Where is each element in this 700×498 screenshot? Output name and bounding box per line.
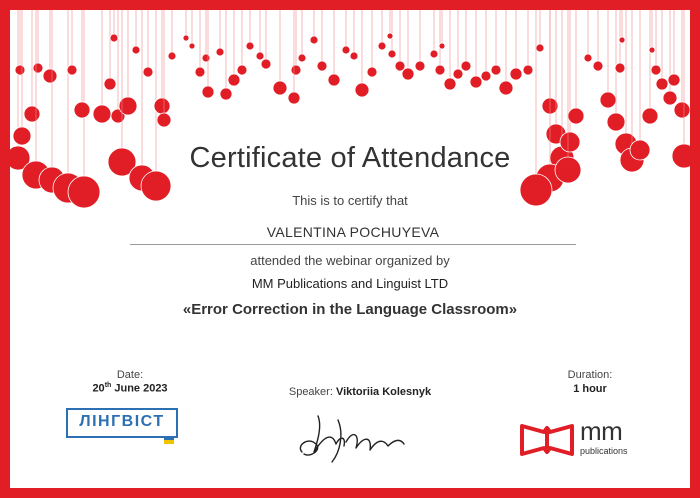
ornament-ball (298, 54, 306, 62)
ornament-ball (237, 65, 247, 75)
ornament-ball (649, 47, 655, 53)
ornament-ball (388, 50, 396, 58)
lingvist-logo (66, 408, 184, 444)
ornament-ball (607, 113, 625, 131)
ornament-ball (350, 52, 358, 60)
speaker-line (210, 386, 510, 398)
ornament-ball (523, 65, 533, 75)
ornament-ball (430, 50, 438, 58)
ornament-ball (143, 67, 153, 77)
duration-value: 1 hour (573, 383, 607, 395)
ornament-ball (470, 76, 482, 88)
ornament-ball (453, 69, 463, 79)
ornament-ball (568, 108, 584, 124)
ornament-ball (668, 74, 680, 86)
ornament-ball (228, 74, 240, 86)
ornament-ball (378, 42, 386, 50)
ornament-ball (317, 61, 327, 71)
speaker-label: Speaker: (288, 386, 333, 398)
ornament-ball (310, 36, 318, 44)
flag-icon (164, 437, 174, 444)
ornament-ball (43, 69, 57, 83)
ornament-ball (216, 48, 224, 56)
organizer-name: MM Publications and Linguist LTD (251, 276, 449, 291)
ornament-ball (261, 59, 271, 69)
ornament-ball (584, 54, 592, 62)
attended-line: attended the webinar organized by (250, 253, 450, 268)
ornament-ball (183, 35, 189, 41)
ornament-ball (499, 81, 513, 95)
ornament-ball (132, 46, 140, 54)
mm-logo-subtext: publications (580, 446, 628, 456)
ornament-ball (291, 65, 301, 75)
date-suffix: th (104, 382, 112, 389)
ornament-ball (93, 105, 111, 123)
mm-publications-logo (518, 418, 648, 468)
ornament-ball (651, 65, 661, 75)
ornament-ball (15, 65, 25, 75)
ornament-ball (273, 81, 287, 95)
ornament-ball (439, 43, 445, 49)
ornament-ball (491, 65, 501, 75)
ornament-ball (600, 92, 616, 108)
date-value (60, 382, 200, 395)
webinar-title: «Error Correction in the Language Classroom» (182, 301, 518, 318)
open-book-icon (518, 418, 576, 458)
ornament-ball (435, 65, 445, 75)
ornament-ball (168, 52, 176, 60)
ornament-ball (157, 113, 171, 127)
ornament-ball (510, 68, 522, 80)
ornament-ball (461, 61, 471, 71)
ornament-ball (619, 37, 625, 43)
ornament-ball (67, 65, 77, 75)
ornament-ball (189, 43, 195, 49)
ornament-ball (415, 61, 425, 71)
ornament-ball (24, 106, 40, 122)
ornament-ball (33, 63, 43, 73)
ornament-ball (288, 92, 300, 104)
certify-line: This is to certify that (292, 193, 408, 208)
ornament-ball (656, 78, 668, 90)
date-day: 20 (92, 382, 105, 395)
duration-label: Duration: (567, 369, 613, 381)
ornament-ball (110, 34, 118, 42)
certificate-title: Certificate of Attendance (189, 142, 511, 174)
speaker-name: Viktoriia Kolesnyk (335, 386, 432, 398)
speaker-signature (288, 406, 418, 466)
recipient-name: VALENTINA POCHUYEVA (130, 224, 576, 245)
ornament-ball (615, 63, 625, 73)
ornament-ball (246, 42, 254, 50)
ornament-ball (328, 74, 340, 86)
ornament-ball (74, 102, 90, 118)
mm-logo-text: mm (580, 416, 623, 446)
ornament-ball (593, 61, 603, 71)
ornament-ball (256, 52, 264, 60)
ornament-ball (202, 86, 214, 98)
ornament-ball (642, 108, 658, 124)
ornament-ball (387, 33, 393, 39)
lingvist-logo-text: ЛІНГВІСТ (79, 413, 165, 430)
ornament-ball (220, 88, 232, 100)
ornament-ball (195, 67, 205, 77)
ornament-ball (355, 83, 369, 97)
ornament-ball (402, 68, 414, 80)
ornament-ball (663, 91, 677, 105)
ornament-ball (154, 98, 170, 114)
ornament-ball (342, 46, 350, 54)
ornament-ball (444, 78, 456, 90)
ornament-ball (104, 78, 116, 90)
ornament-ball (367, 67, 377, 77)
ornament-ball (536, 44, 544, 52)
ornament-ball (202, 54, 210, 62)
date-label: Date: (116, 369, 144, 381)
ornament-ball (481, 71, 491, 81)
date-rest: June 2023 (111, 382, 168, 395)
ornament-ball (674, 102, 690, 118)
